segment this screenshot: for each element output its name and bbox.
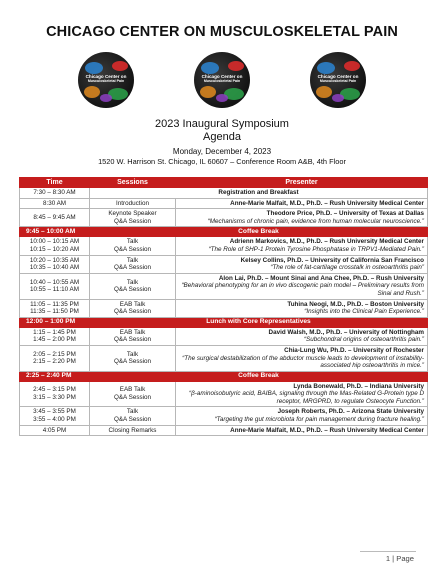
event-date: Monday, December 4, 2023 (172, 147, 272, 156)
time-line: 11:05 – 11:35 PM (30, 300, 79, 308)
table-row (20, 425, 428, 436)
session-line: Q&A Session (113, 336, 152, 344)
session-line: Talk (126, 408, 139, 416)
session-line: EAB Talk (119, 386, 146, 394)
time-line: 1:45 – 2:00 PM (33, 336, 76, 344)
talk-title: “Subchondral origins of osteoarthritis pain.” (303, 336, 424, 344)
agenda-table-body (20, 188, 428, 436)
time-line: 8:45 – 9:45 AM (33, 213, 76, 221)
session-cell (90, 381, 176, 407)
talk-title: “Targeting the gut microbiota for pain management during fracture healing.” (214, 416, 424, 424)
presenter-cell (176, 327, 428, 345)
break-label: Coffee Break (90, 227, 428, 237)
break-label: Coffee Break (90, 371, 428, 381)
session-cell (90, 209, 176, 227)
break-row (20, 227, 428, 237)
time-cell: 7:30 – 8:30 AM (20, 188, 90, 199)
speaker-name: Anne-Marie Malfait, M.D., Ph.D. – Rush University Medical Center (230, 199, 424, 207)
speaker-name: David Walsh, M.D., Ph.D. – University of Nottingham (268, 328, 424, 336)
session-cell (90, 273, 176, 299)
time-line: 3:45 – 3:55 PM (33, 408, 76, 416)
time-line: 8:30 AM (42, 199, 67, 207)
speaker-name: Theodore Price, Ph.D. – University of Texas at Dallas (266, 210, 424, 218)
talk-title: “Mechanisms of chronic pain, evidence from human molecular neuroscience.” (207, 217, 424, 225)
break-label: Lunch with Core Representatives (90, 317, 428, 327)
speaker-name: Adrienn Markovics, M.D., Ph.D. – Rush University Medical Center (229, 238, 424, 246)
presenter-cell (176, 237, 428, 255)
speaker-name: Lynda Bonewald, Ph.D. – Indiana University (293, 382, 424, 390)
time-cell (20, 407, 90, 425)
table-row (20, 299, 428, 317)
presenter-cell (176, 407, 428, 425)
session-cell (90, 237, 176, 255)
break-row (20, 371, 428, 381)
time-line: 2:05 – 2:15 PM (33, 350, 76, 358)
session-cell (90, 345, 176, 371)
time-cell: 12:00 – 1:00 PM (20, 317, 90, 327)
time-cell (20, 237, 90, 255)
event-address: 1520 W. Harrison St. Chicago, IL 60607 – Conference Room A&B, 4th Floor (98, 157, 346, 166)
talk-title: “The Role of SHP-1 Protein Tyrosine Phosphatase in TRPV1-Mediated Pain.” (208, 245, 424, 253)
table-header-row (20, 178, 428, 188)
time-line: 4:05 PM (42, 426, 67, 434)
session-cell (90, 407, 176, 425)
speaker-name: Anne-Marie Malfait, M.D., Ph.D. – Rush University Medical Center (230, 426, 424, 434)
table-row (20, 381, 428, 407)
speaker-name: Chia-Lung Wu, Ph.D. – University of Rochester (284, 346, 424, 354)
center-logo (194, 52, 250, 108)
time-line: 11:35 – 11:50 PM (30, 308, 79, 316)
session-cell (90, 425, 176, 436)
time-line: 2:45 – 3:15 PM (33, 386, 76, 394)
column-header-presenter: Presenter (176, 178, 428, 188)
presenter-cell (176, 255, 428, 273)
time-line: 2:15 – 2:20 PM (33, 358, 76, 366)
table-row (20, 273, 428, 299)
time-line: 10:35 – 10:40 AM (29, 264, 80, 272)
session-line: Talk (126, 278, 139, 286)
logo-text-line1: Chicago Center on (317, 74, 359, 79)
presenter-cell (176, 299, 428, 317)
talk-title: “Insights into the Clinical Pain Experience.” (304, 308, 424, 316)
session-line: Q&A Session (113, 358, 152, 366)
time-cell: 2:25 – 2:40 PM (20, 371, 90, 381)
time-cell: 9:45 – 10:00 AM (20, 227, 90, 237)
table-row (20, 345, 428, 371)
talk-title: “β-aminoisobutyric acid, BAIBA, signaling through the Mas-Related G-Protein type D receptor, MRGPRD, to regulate Osteocyte Function.” (189, 390, 424, 405)
time-line: 10:55 – 11:10 AM (30, 286, 79, 294)
agenda-heading: Agenda (203, 131, 241, 143)
session-line: Talk (126, 256, 139, 264)
presenter-cell (176, 198, 428, 209)
page-number: 1 | Page (385, 554, 414, 563)
session-cell (90, 299, 176, 317)
center-logo (78, 52, 134, 108)
speaker-name: Kelsey Collins, Ph.D. – University of California San Francisco (240, 256, 424, 264)
session-line: Q&A Session (113, 308, 152, 316)
presenter-cell (176, 345, 428, 371)
time-line: 10:15 – 10:20 AM (29, 245, 80, 253)
speaker-name: Joseph Roberts, Ph.D. – Arizona State University (277, 408, 424, 416)
session-line: Talk (126, 350, 139, 358)
speaker-name: Alon Lai, Ph.D. – Mount Sinai and Ana Chee, Ph.D. – Rush University (218, 274, 424, 282)
time-cell (20, 255, 90, 273)
time-cell (20, 299, 90, 317)
session-line: Q&A Session (113, 264, 152, 272)
time-line: 1:15 – 1:45 PM (33, 328, 76, 336)
session-cell (90, 255, 176, 273)
session-line: EAB Talk (119, 328, 146, 336)
speaker-name: Tuhina Neogi, M.D., Ph.D. – Boston University (287, 300, 424, 308)
logo-text-line2: Musculoskeletal Pain (319, 79, 357, 83)
agenda-table (19, 177, 428, 436)
logo-text-line2: Musculoskeletal Pain (87, 79, 125, 83)
symposium-title: 2023 Inaugural Symposium (155, 118, 289, 130)
table-row (20, 255, 428, 273)
time-cell (20, 198, 90, 209)
time-line: 10:40 – 10:55 AM (29, 278, 80, 286)
table-row (20, 209, 428, 227)
time-cell (20, 345, 90, 371)
time-cell (20, 209, 90, 227)
table-row (20, 188, 428, 199)
presenter-cell (176, 273, 428, 299)
table-row (20, 198, 428, 209)
logo-text-line1: Chicago Center on (85, 74, 127, 79)
session-cell (90, 198, 176, 209)
table-row (20, 237, 428, 255)
logo-text-line2: Musculoskeletal Pain (203, 79, 241, 83)
logo-row (0, 52, 444, 112)
table-row (20, 407, 428, 425)
event-cell: Registration and Breakfast (90, 188, 428, 199)
session-cell (90, 327, 176, 345)
time-line: 3:15 – 3:30 PM (33, 394, 76, 402)
presenter-cell (176, 381, 428, 407)
session-line: Q&A Session (113, 245, 152, 253)
time-cell (20, 273, 90, 299)
session-line: Keynote Speaker (108, 210, 157, 218)
table-row (20, 327, 428, 345)
session-line: Q&A Session (113, 394, 152, 402)
session-line: Q&A Session (113, 416, 152, 424)
logo-text-line1: Chicago Center on (201, 74, 243, 79)
session-line: Q&A Session (113, 217, 152, 225)
talk-title: “The surgical destabilization of the abductor muscle leads to development of instability-associated hip osteoarthritis in mice.” (182, 354, 424, 370)
session-line: Introduction (116, 199, 149, 207)
session-line: Closing Remarks (108, 426, 157, 434)
time-line: 10:20 – 10:35 AM (29, 256, 80, 264)
session-line: Talk (126, 238, 139, 246)
time-cell (20, 381, 90, 407)
time-cell (20, 425, 90, 436)
presenter-cell (176, 209, 428, 227)
time-cell (20, 327, 90, 345)
footer-rule (360, 551, 416, 552)
page-title: CHICAGO CENTER ON MUSCULOSKELETAL PAIN (46, 24, 398, 40)
talk-title: “The role of fat-cartilage crosstalk in osteoarthritis pain” (270, 264, 424, 272)
talk-title: “Behavioral phenotyping for an in vivo discogenic pain model – Preliminary results from Sinai and Rush.” (181, 282, 424, 297)
column-header-sessions: Sessions (90, 178, 176, 188)
time-line: 10:00 – 10:15 AM (29, 238, 80, 246)
time-line: 3:55 – 4:00 PM (33, 416, 76, 424)
session-line: EAB Talk (119, 300, 146, 308)
center-logo (310, 52, 366, 108)
break-row (20, 317, 428, 327)
presenter-cell (176, 425, 428, 436)
session-line: Q&A Session (113, 286, 152, 294)
column-header-time: Time (20, 178, 90, 188)
